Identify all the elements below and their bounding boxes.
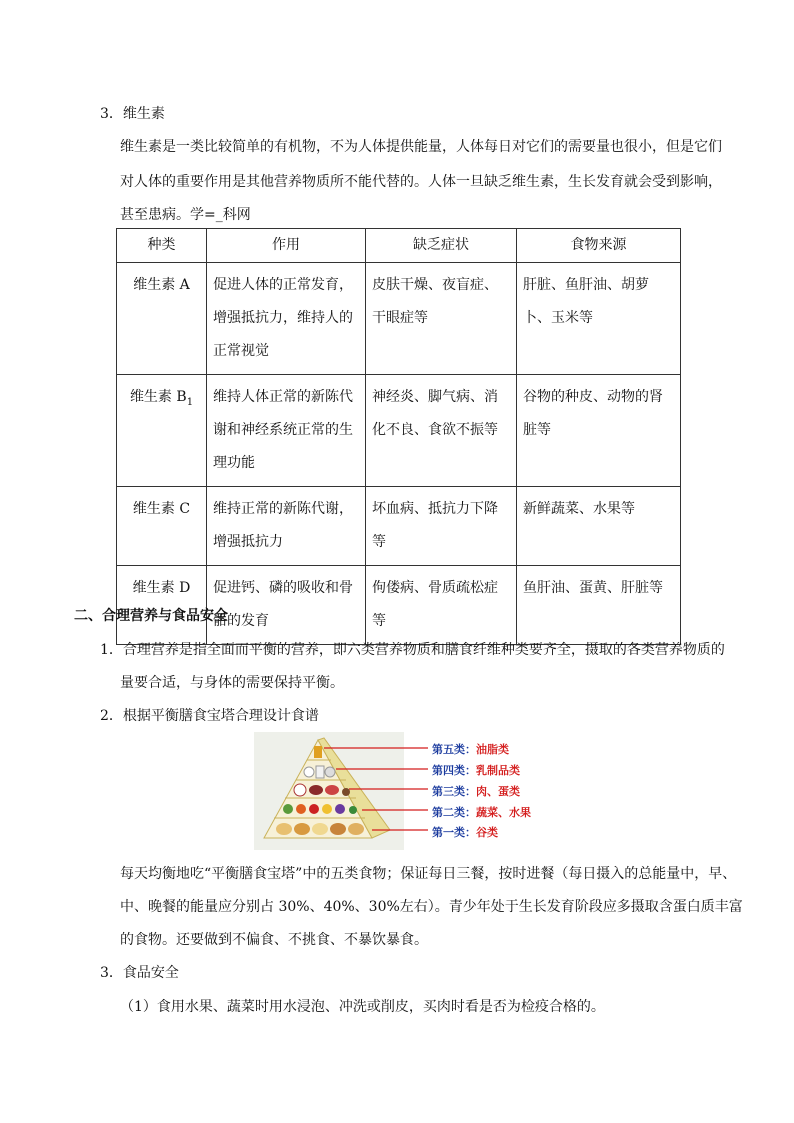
pyramid-legend-item	[432, 783, 520, 799]
vitamin-name	[117, 487, 207, 566]
table-header: 食物来源	[517, 229, 681, 263]
vitamin-name-text: 维生素 C	[132, 501, 191, 517]
vitamin-name	[117, 566, 207, 645]
vitamin-name	[117, 375, 207, 487]
vitamin-deficiency: 神经炎、脚气病、消化不良、食欲不振等	[366, 375, 517, 487]
legend-value: 乳制品类	[476, 764, 520, 777]
legend-value: 谷类	[476, 826, 498, 839]
list-item: 2．根据平衡膳食宝塔合理设计食谱	[100, 708, 319, 724]
food-pyramid-figure	[254, 732, 550, 850]
vitamin-deficiency: 皮肤干燥、夜盲症、干眼症等	[366, 263, 517, 375]
paragraph-line: 1．合理营养是指全面而平衡的营养，即六类营养物质和膳食纤维种类要齐全，摄取的各类营养物质的	[100, 642, 725, 658]
table-row	[117, 263, 681, 375]
paragraph-line: 每天均衡地吃“平衡膳食宝塔”中的五类食物；保证每日三餐，按时进餐（每日摄入的总能量中，早、	[120, 866, 737, 882]
pyramid-legend-item	[432, 804, 531, 820]
vitamin-table	[116, 228, 681, 645]
vitamin-effect: 促进钙、磷的吸收和骨骼的发育	[207, 566, 366, 645]
vitamin-name-text: 维生素 B	[129, 389, 187, 405]
table-row	[117, 566, 681, 645]
list-item: （1）食用水果、蔬菜时用水浸泡、冲洗或削皮，买肉时看是否为检疫合格的。	[120, 999, 605, 1015]
vitamin-source: 谷物的种皮、动物的肾脏等	[517, 375, 681, 487]
vitamin-name-text: 维生素 A	[133, 277, 190, 293]
section-heading-vitamins: 3．维生素	[100, 106, 165, 122]
section-title: 二、合理营养与食品安全	[74, 608, 228, 624]
vitamin-effect: 促进人体的正常发育，增强抵抗力，维持人的正常视觉	[207, 263, 366, 375]
pyramid-legend-item	[432, 741, 509, 757]
table-header: 种类	[117, 229, 207, 263]
paragraph-line: 维生素是一类比较简单的有机物，不为人体提供能量，人体每日对它们的需要量也很小，但是它们	[120, 139, 722, 155]
vitamin-deficiency: 坏血病、抵抗力下降等	[366, 487, 517, 566]
pyramid-legend-item	[432, 824, 498, 840]
table-header: 作用	[207, 229, 366, 263]
vitamin-name-text: 维生素 D	[132, 580, 191, 596]
list-item: 3．食品安全	[100, 965, 179, 981]
vitamin-effect: 维持人体正常的新陈代谢和神经系统正常的生理功能	[207, 375, 366, 487]
legend-value: 油脂类	[476, 743, 509, 756]
table-row	[117, 487, 681, 566]
table-header: 缺乏症状	[366, 229, 517, 263]
vitamin-name	[117, 263, 207, 375]
legend-key: 第五类：	[432, 743, 476, 756]
table-header-row	[117, 229, 681, 263]
paragraph-line: 中、晚餐的能量应分别占 30%、40%、30%左右）。青少年处于生长发育阶段应多摄取含蛋白质丰富	[120, 899, 743, 915]
legend-value: 蔬菜、水果	[476, 806, 531, 819]
pyramid-legend-item	[432, 762, 520, 778]
legend-key: 第三类：	[432, 785, 476, 798]
vitamin-source: 肝脏、鱼肝油、胡萝卜、玉米等	[517, 263, 681, 375]
legend-value: 肉、蛋类	[476, 785, 520, 798]
paragraph-line: 的食物。还要做到不偏食、不挑食、不暴饮暴食。	[120, 932, 428, 948]
vitamin-name-subscript: 1	[186, 396, 194, 408]
vitamin-source: 鱼肝油、蛋黄、肝脏等	[517, 566, 681, 645]
legend-key: 第二类：	[432, 806, 476, 819]
paragraph-line: 甚至患病。学=_科网	[120, 207, 251, 223]
legend-key: 第一类：	[432, 826, 476, 839]
vitamin-effect: 维持正常的新陈代谢，增强抵抗力	[207, 487, 366, 566]
paragraph-line: 对人体的重要作用是其他营养物质所不能代替的。人体一旦缺乏维生素，生长发育就会受到影响，	[120, 174, 722, 190]
table-row	[117, 375, 681, 487]
legend-key: 第四类：	[432, 764, 476, 777]
vitamin-source: 新鲜蔬菜、水果等	[517, 487, 681, 566]
paragraph-line: 量要合适，与身体的需要保持平衡。	[120, 675, 344, 691]
vitamin-deficiency: 佝偻病、骨质疏松症等	[366, 566, 517, 645]
